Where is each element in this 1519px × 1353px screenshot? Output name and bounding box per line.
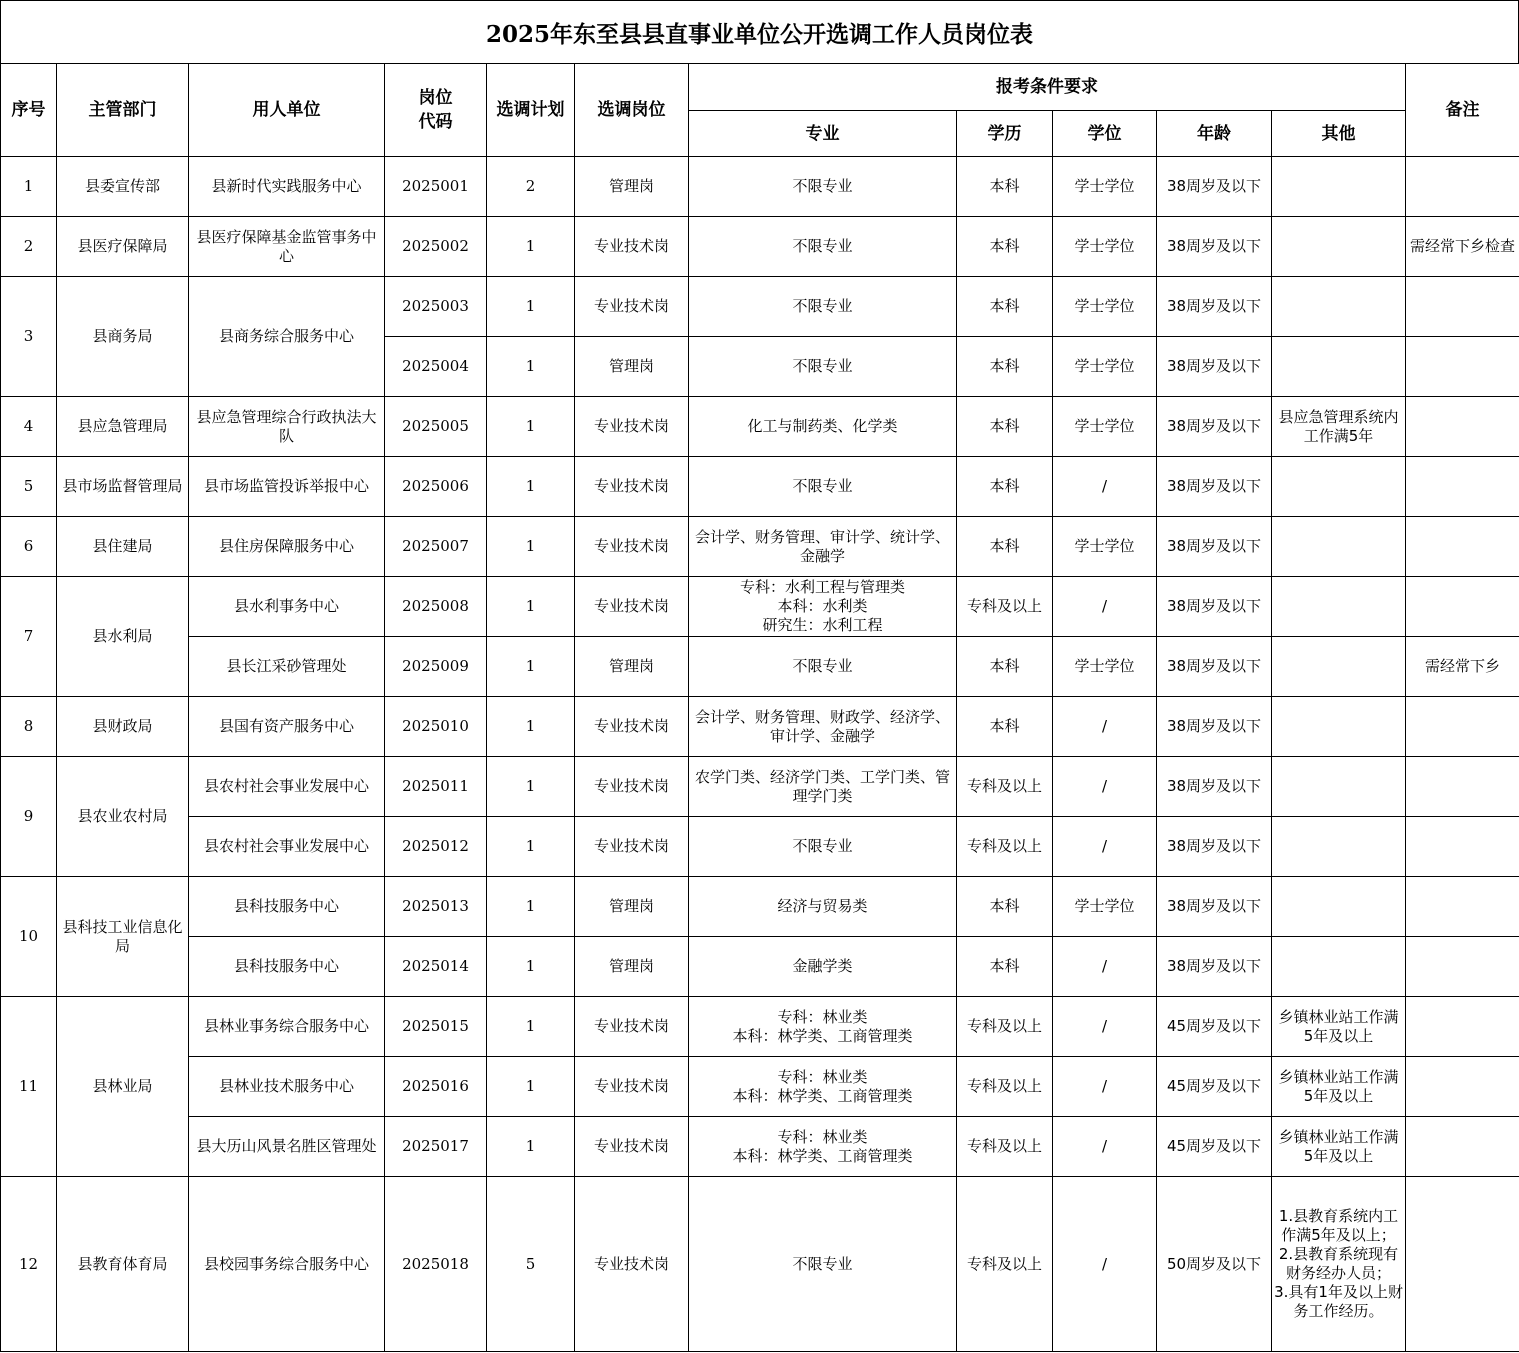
plan-cell: 1 bbox=[487, 817, 575, 877]
other-cell bbox=[1272, 337, 1406, 397]
post-cell: 专业技术岗 bbox=[575, 577, 689, 637]
code-cell: 2025011 bbox=[385, 757, 487, 817]
degree-cell: / bbox=[1053, 1057, 1157, 1117]
note-cell bbox=[1406, 277, 1519, 337]
note-cell bbox=[1406, 937, 1519, 997]
post-cell: 专业技术岗 bbox=[575, 757, 689, 817]
age-cell: 45周岁及以下 bbox=[1157, 1057, 1272, 1117]
education-cell: 专科及以上 bbox=[957, 577, 1053, 637]
plan-cell: 1 bbox=[487, 997, 575, 1057]
note-cell bbox=[1406, 757, 1519, 817]
education-cell: 本科 bbox=[957, 937, 1053, 997]
major-cell: 经济与贸易类 bbox=[689, 877, 957, 937]
major-cell bbox=[689, 997, 957, 1057]
plan-cell: 1 bbox=[487, 517, 575, 577]
table-row bbox=[1, 217, 1519, 277]
header-dept: 主管部门 bbox=[57, 64, 189, 157]
note-cell bbox=[1406, 457, 1519, 517]
table-row bbox=[1, 757, 1519, 817]
education-cell: 本科 bbox=[957, 877, 1053, 937]
degree-cell: 学士学位 bbox=[1053, 877, 1157, 937]
code-cell: 2025012 bbox=[385, 817, 487, 877]
degree-cell: 学士学位 bbox=[1053, 277, 1157, 337]
education-cell: 本科 bbox=[957, 697, 1053, 757]
age-cell: 38周岁及以下 bbox=[1157, 277, 1272, 337]
header-row-1 bbox=[1, 64, 1519, 111]
unit-cell: 县大历山风景名胜区管理处 bbox=[189, 1117, 385, 1177]
degree-cell: 学士学位 bbox=[1053, 517, 1157, 577]
seq-cell: 10 bbox=[1, 877, 57, 997]
unit-cell: 县新时代实践服务中心 bbox=[189, 157, 385, 217]
post-cell: 专业技术岗 bbox=[575, 457, 689, 517]
major-line: 本科：水利类 bbox=[777, 597, 868, 615]
post-cell: 专业技术岗 bbox=[575, 997, 689, 1057]
education-cell: 本科 bbox=[957, 337, 1053, 397]
major-cell: 农学门类、经济学门类、工学门类、管理学门类 bbox=[689, 757, 957, 817]
age-cell: 38周岁及以下 bbox=[1157, 517, 1272, 577]
note-cell: 需经常下乡检查 bbox=[1406, 217, 1519, 277]
table-row bbox=[1, 1177, 1519, 1352]
plan-cell: 1 bbox=[487, 877, 575, 937]
code-cell: 2025004 bbox=[385, 337, 487, 397]
other-cell: 乡镇林业站工作满5年及以上 bbox=[1272, 1117, 1406, 1177]
dept-cell: 县市场监督管理局 bbox=[57, 457, 189, 517]
other-cell bbox=[1272, 577, 1406, 637]
major-line: 专科：水利工程与管理类 bbox=[739, 578, 905, 596]
age-cell: 38周岁及以下 bbox=[1157, 337, 1272, 397]
code-cell: 2025018 bbox=[385, 1177, 487, 1352]
major-cell bbox=[689, 1117, 957, 1177]
dept-cell: 县科技工业信息化局 bbox=[57, 877, 189, 997]
age-cell: 38周岁及以下 bbox=[1157, 757, 1272, 817]
plan-cell: 1 bbox=[487, 757, 575, 817]
education-cell: 专科及以上 bbox=[957, 757, 1053, 817]
major-cell: 不限专业 bbox=[689, 457, 957, 517]
other-cell bbox=[1272, 697, 1406, 757]
plan-cell: 5 bbox=[487, 1177, 575, 1352]
degree-cell: / bbox=[1053, 817, 1157, 877]
degree-cell: / bbox=[1053, 1117, 1157, 1177]
note-cell bbox=[1406, 997, 1519, 1057]
plan-cell: 1 bbox=[487, 637, 575, 697]
education-cell: 本科 bbox=[957, 157, 1053, 217]
header-requirements: 报考条件要求 bbox=[689, 64, 1406, 111]
post-cell: 管理岗 bbox=[575, 337, 689, 397]
other-cell: 县应急管理系统内工作满5年 bbox=[1272, 397, 1406, 457]
other-cell bbox=[1272, 817, 1406, 877]
major-cell: 金融学类 bbox=[689, 937, 957, 997]
dept-cell: 县林业局 bbox=[57, 997, 189, 1177]
code-cell: 2025003 bbox=[385, 277, 487, 337]
post-cell: 专业技术岗 bbox=[575, 1177, 689, 1352]
seq-cell: 3 bbox=[1, 277, 57, 397]
table-row bbox=[1, 577, 1519, 637]
plan-cell: 1 bbox=[487, 457, 575, 517]
major-cell: 不限专业 bbox=[689, 817, 957, 877]
seq-cell: 4 bbox=[1, 397, 57, 457]
major-cell: 会计学、财务管理、审计学、统计学、金融学 bbox=[689, 517, 957, 577]
seq-cell: 1 bbox=[1, 157, 57, 217]
seq-cell: 7 bbox=[1, 577, 57, 697]
plan-cell: 1 bbox=[487, 337, 575, 397]
age-cell: 38周岁及以下 bbox=[1157, 157, 1272, 217]
unit-cell: 县应急管理综合行政执法大队 bbox=[189, 397, 385, 457]
dept-cell: 县委宣传部 bbox=[57, 157, 189, 217]
positions-table bbox=[0, 63, 1519, 1352]
post-cell: 专业技术岗 bbox=[575, 277, 689, 337]
age-cell: 38周岁及以下 bbox=[1157, 637, 1272, 697]
major-line: 专科：林业类 bbox=[777, 1067, 868, 1086]
other-cell bbox=[1272, 157, 1406, 217]
code-cell: 2025007 bbox=[385, 517, 487, 577]
age-cell: 38周岁及以下 bbox=[1157, 817, 1272, 877]
code-cell: 2025017 bbox=[385, 1117, 487, 1177]
dept-cell: 县教育体育局 bbox=[57, 1177, 189, 1352]
age-cell: 38周岁及以下 bbox=[1157, 577, 1272, 637]
unit-cell: 县农村社会事业发展中心 bbox=[189, 817, 385, 877]
header-major: 专业 bbox=[689, 111, 957, 157]
major-cell: 不限专业 bbox=[689, 637, 957, 697]
major-cell: 不限专业 bbox=[689, 1177, 957, 1352]
table-title: 2025年东至县县直事业单位公开选调工作人员岗位表 bbox=[0, 0, 1519, 64]
post-cell: 管理岗 bbox=[575, 157, 689, 217]
dept-cell: 县财政局 bbox=[57, 697, 189, 757]
major-line: 专科：林业类 bbox=[777, 1007, 868, 1026]
seq-cell: 9 bbox=[1, 757, 57, 877]
seq-cell: 5 bbox=[1, 457, 57, 517]
education-cell: 专科及以上 bbox=[957, 1177, 1053, 1352]
unit-cell: 县科技服务中心 bbox=[189, 937, 385, 997]
note-cell bbox=[1406, 397, 1519, 457]
table-row bbox=[1, 877, 1519, 937]
age-cell: 38周岁及以下 bbox=[1157, 697, 1272, 757]
table-row bbox=[1, 397, 1519, 457]
code-cell: 2025010 bbox=[385, 697, 487, 757]
other-line: 1.县教育系统内工作满5年及以上； bbox=[1278, 1207, 1399, 1244]
age-cell: 50周岁及以下 bbox=[1157, 1177, 1272, 1352]
major-line: 本科：林学类、工商管理类 bbox=[732, 1146, 913, 1165]
degree-cell: / bbox=[1053, 577, 1157, 637]
education-cell: 专科及以上 bbox=[957, 1117, 1053, 1177]
other-line: 3.具有1年及以上财务工作经历。 bbox=[1274, 1283, 1403, 1320]
unit-cell: 县长江采砂管理处 bbox=[189, 637, 385, 697]
note-cell bbox=[1406, 1057, 1519, 1117]
header-code bbox=[385, 64, 487, 157]
post-cell: 专业技术岗 bbox=[575, 697, 689, 757]
major-cell: 不限专业 bbox=[689, 277, 957, 337]
seq-cell: 8 bbox=[1, 697, 57, 757]
other-cell bbox=[1272, 457, 1406, 517]
post-cell: 专业技术岗 bbox=[575, 1057, 689, 1117]
unit-cell: 县林业技术服务中心 bbox=[189, 1057, 385, 1117]
plan-cell: 1 bbox=[487, 1057, 575, 1117]
major-line: 研究生：水利工程 bbox=[762, 616, 883, 634]
unit-cell: 县水利事务中心 bbox=[189, 577, 385, 637]
unit-cell: 县商务综合服务中心 bbox=[189, 277, 385, 397]
major-cell: 不限专业 bbox=[689, 337, 957, 397]
seq-cell: 2 bbox=[1, 217, 57, 277]
education-cell: 本科 bbox=[957, 217, 1053, 277]
plan-cell: 2 bbox=[487, 157, 575, 217]
education-cell: 本科 bbox=[957, 457, 1053, 517]
code-cell: 2025009 bbox=[385, 637, 487, 697]
code-cell: 2025015 bbox=[385, 997, 487, 1057]
dept-cell: 县商务局 bbox=[57, 277, 189, 397]
note-cell bbox=[1406, 517, 1519, 577]
unit-cell: 县国有资产服务中心 bbox=[189, 697, 385, 757]
education-cell: 本科 bbox=[957, 277, 1053, 337]
plan-cell: 1 bbox=[487, 697, 575, 757]
dept-cell: 县水利局 bbox=[57, 577, 189, 697]
post-cell: 管理岗 bbox=[575, 937, 689, 997]
plan-cell: 1 bbox=[487, 577, 575, 637]
degree-cell: / bbox=[1053, 937, 1157, 997]
unit-cell: 县林业事务综合服务中心 bbox=[189, 997, 385, 1057]
code-cell: 2025013 bbox=[385, 877, 487, 937]
education-cell: 专科及以上 bbox=[957, 1057, 1053, 1117]
header-note: 备注 bbox=[1406, 64, 1519, 157]
major-cell: 会计学、财务管理、财政学、经济学、审计学、金融学 bbox=[689, 697, 957, 757]
education-cell: 本科 bbox=[957, 637, 1053, 697]
unit-cell: 县校园事务综合服务中心 bbox=[189, 1177, 385, 1352]
major-cell: 不限专业 bbox=[689, 157, 957, 217]
note-cell bbox=[1406, 877, 1519, 937]
note-cell bbox=[1406, 817, 1519, 877]
degree-cell: 学士学位 bbox=[1053, 217, 1157, 277]
note-cell bbox=[1406, 1117, 1519, 1177]
table-row bbox=[1, 457, 1519, 517]
code-cell: 2025006 bbox=[385, 457, 487, 517]
header-degree: 学位 bbox=[1053, 111, 1157, 157]
plan-cell: 1 bbox=[487, 217, 575, 277]
age-cell: 45周岁及以下 bbox=[1157, 997, 1272, 1057]
major-cell bbox=[689, 577, 957, 637]
header-age: 年龄 bbox=[1157, 111, 1272, 157]
post-cell: 管理岗 bbox=[575, 637, 689, 697]
degree-cell: 学士学位 bbox=[1053, 337, 1157, 397]
table-row bbox=[1, 517, 1519, 577]
other-cell: 乡镇林业站工作满5年及以上 bbox=[1272, 1057, 1406, 1117]
major-cell: 不限专业 bbox=[689, 217, 957, 277]
table-row bbox=[1, 997, 1519, 1057]
other-line: 2.县教育系统现有财务经办人员； bbox=[1278, 1245, 1399, 1282]
dept-cell: 县住建局 bbox=[57, 517, 189, 577]
header-post: 选调岗位 bbox=[575, 64, 689, 157]
other-cell bbox=[1272, 217, 1406, 277]
education-cell: 本科 bbox=[957, 397, 1053, 457]
header-unit: 用人单位 bbox=[189, 64, 385, 157]
note-cell bbox=[1406, 157, 1519, 217]
table-row bbox=[1, 637, 1519, 697]
table-row bbox=[1, 1117, 1519, 1177]
header-code-text: 岗位代码 bbox=[418, 88, 453, 132]
code-cell: 2025014 bbox=[385, 937, 487, 997]
degree-cell: / bbox=[1053, 757, 1157, 817]
header-education: 学历 bbox=[957, 111, 1053, 157]
age-cell: 38周岁及以下 bbox=[1157, 457, 1272, 517]
degree-cell: / bbox=[1053, 1177, 1157, 1352]
other-cell bbox=[1272, 517, 1406, 577]
education-cell: 专科及以上 bbox=[957, 817, 1053, 877]
age-cell: 38周岁及以下 bbox=[1157, 877, 1272, 937]
education-cell: 专科及以上 bbox=[957, 997, 1053, 1057]
major-line: 本科：林学类、工商管理类 bbox=[732, 1086, 913, 1105]
post-cell: 专业技术岗 bbox=[575, 517, 689, 577]
note-cell bbox=[1406, 697, 1519, 757]
post-cell: 专业技术岗 bbox=[575, 397, 689, 457]
code-cell: 2025001 bbox=[385, 157, 487, 217]
unit-cell: 县农村社会事业发展中心 bbox=[189, 757, 385, 817]
age-cell: 38周岁及以下 bbox=[1157, 397, 1272, 457]
post-cell: 专业技术岗 bbox=[575, 817, 689, 877]
note-cell bbox=[1406, 1177, 1519, 1352]
major-cell bbox=[689, 1057, 957, 1117]
post-cell: 专业技术岗 bbox=[575, 1117, 689, 1177]
plan-cell: 1 bbox=[487, 937, 575, 997]
degree-cell: / bbox=[1053, 997, 1157, 1057]
other-cell bbox=[1272, 637, 1406, 697]
dept-cell: 县农业农村局 bbox=[57, 757, 189, 877]
major-cell: 化工与制药类、化学类 bbox=[689, 397, 957, 457]
table-row bbox=[1, 817, 1519, 877]
header-plan: 选调计划 bbox=[487, 64, 575, 157]
seq-cell: 12 bbox=[1, 1177, 57, 1352]
note-cell: 需经常下乡 bbox=[1406, 637, 1519, 697]
table-row bbox=[1, 157, 1519, 217]
header-seq: 序号 bbox=[1, 64, 57, 157]
dept-cell: 县应急管理局 bbox=[57, 397, 189, 457]
other-cell bbox=[1272, 1177, 1406, 1352]
degree-cell: / bbox=[1053, 697, 1157, 757]
age-cell: 38周岁及以下 bbox=[1157, 937, 1272, 997]
table-row bbox=[1, 1057, 1519, 1117]
other-cell bbox=[1272, 757, 1406, 817]
unit-cell: 县科技服务中心 bbox=[189, 877, 385, 937]
other-cell bbox=[1272, 277, 1406, 337]
age-cell: 38周岁及以下 bbox=[1157, 217, 1272, 277]
education-cell: 本科 bbox=[957, 517, 1053, 577]
major-line: 专科：林业类 bbox=[777, 1127, 868, 1146]
dept-cell: 县医疗保障局 bbox=[57, 217, 189, 277]
header-other: 其他 bbox=[1272, 111, 1406, 157]
code-cell: 2025016 bbox=[385, 1057, 487, 1117]
table-row bbox=[1, 937, 1519, 997]
unit-cell: 县市场监管投诉举报中心 bbox=[189, 457, 385, 517]
degree-cell: / bbox=[1053, 457, 1157, 517]
other-cell: 乡镇林业站工作满5年及以上 bbox=[1272, 997, 1406, 1057]
degree-cell: 学士学位 bbox=[1053, 157, 1157, 217]
other-cell bbox=[1272, 877, 1406, 937]
degree-cell: 学士学位 bbox=[1053, 637, 1157, 697]
other-cell bbox=[1272, 937, 1406, 997]
plan-cell: 1 bbox=[487, 1117, 575, 1177]
unit-cell: 县住房保障服务中心 bbox=[189, 517, 385, 577]
major-line: 本科：林学类、工商管理类 bbox=[732, 1026, 913, 1045]
seq-cell: 11 bbox=[1, 997, 57, 1177]
code-cell: 2025002 bbox=[385, 217, 487, 277]
seq-cell: 6 bbox=[1, 517, 57, 577]
plan-cell: 1 bbox=[487, 397, 575, 457]
post-cell: 专业技术岗 bbox=[575, 217, 689, 277]
code-cell: 2025005 bbox=[385, 397, 487, 457]
unit-cell: 县医疗保障基金监管事务中心 bbox=[189, 217, 385, 277]
post-cell: 管理岗 bbox=[575, 877, 689, 937]
degree-cell: 学士学位 bbox=[1053, 397, 1157, 457]
code-cell: 2025008 bbox=[385, 577, 487, 637]
note-cell bbox=[1406, 337, 1519, 397]
note-cell bbox=[1406, 577, 1519, 637]
plan-cell: 1 bbox=[487, 277, 575, 337]
table-row bbox=[1, 697, 1519, 757]
age-cell: 45周岁及以下 bbox=[1157, 1117, 1272, 1177]
table-row bbox=[1, 277, 1519, 337]
